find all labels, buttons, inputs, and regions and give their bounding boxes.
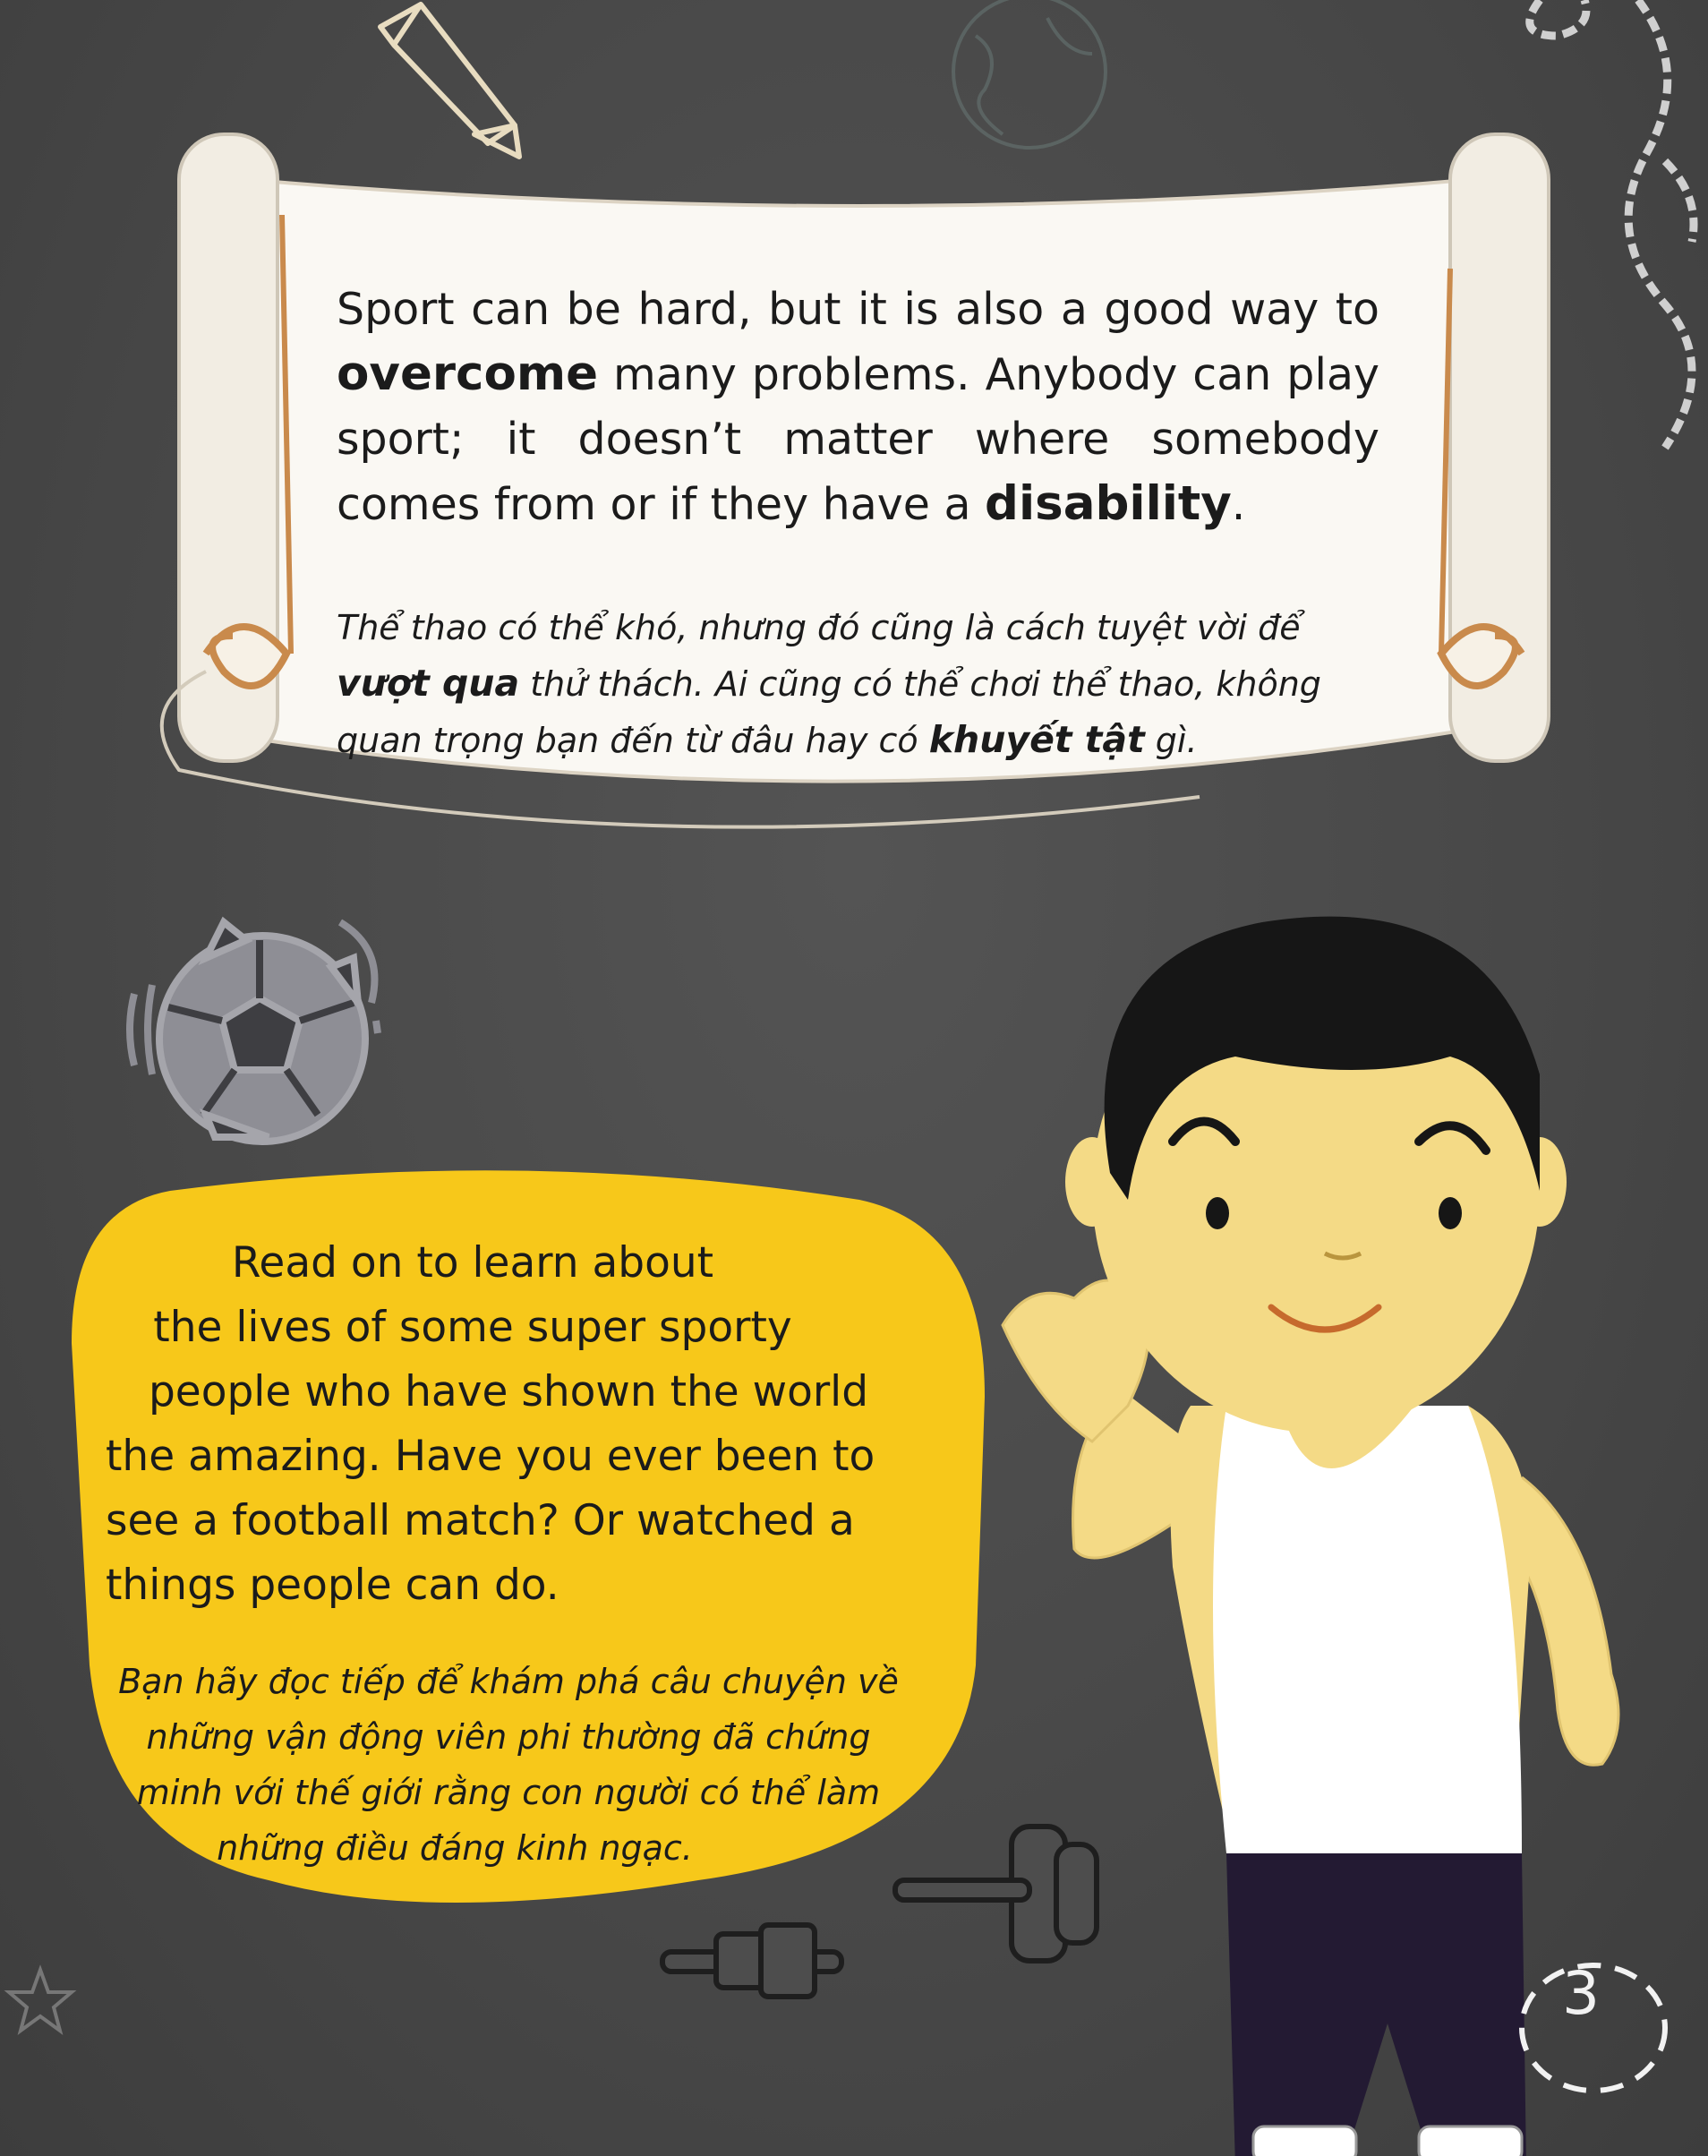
boy-right-eye: [1439, 1197, 1462, 1229]
boy-tank-top: [1213, 1406, 1522, 1853]
intro-vietnamese: [337, 600, 1379, 768]
boy-left-shoe: [1253, 2126, 1356, 2156]
intro-vi-keyword-khuyet-tat: khuyết tật: [928, 718, 1145, 761]
intro-en-part2: many problems. Anybody can play sport; it doesn’t matter where somebody comes from or if they have a: [337, 349, 1379, 530]
boy-left-eye: [1206, 1197, 1229, 1229]
bubble-en-line: things people can do.: [106, 1561, 559, 1610]
intro-en-keyword-overcome: overcome: [337, 346, 599, 401]
intro-vi-keyword-vuot-qua: vượt qua: [337, 662, 520, 705]
bubble-vi-line: Bạn hãy đọc tiếp để khám phá câu chuyện về: [118, 1662, 899, 1701]
bubble-english: [106, 1231, 911, 1618]
bubble-vi-line: những điều đáng kinh ngạc.: [217, 1828, 693, 1868]
intro-en-keyword-disability: disability: [985, 476, 1232, 531]
bubble-en-line: the amazing. Have you ever been to: [106, 1432, 875, 1481]
bubble-vi-line: minh với thế giới rằng con người có thể làm: [136, 1773, 881, 1812]
bubble-en-line: see a football match? Or watched a: [106, 1496, 855, 1545]
bubble-en-line: the lives of some super sporty: [153, 1303, 792, 1352]
intro-vi-part2: thử thách. Ai cũng có thể chơi thể thao, không quan trọng bạn đến từ đâu hay có: [337, 664, 1321, 760]
intro-en-part3: .: [1231, 479, 1246, 530]
bubble-en-line: people who have shown the world: [148, 1367, 869, 1416]
star-icon: [9, 1970, 72, 2031]
bubble-en-line: Read on to learn about: [231, 1238, 714, 1288]
intro-vi-part1: Thể thao có thể khó, nhưng đó cũng là cách tuyệt vời để: [337, 608, 1301, 647]
intro-english: [337, 278, 1379, 537]
page-number: 3: [1562, 1959, 1600, 2028]
bubble-vi-line: những vận động viên phi thường đã chứng: [146, 1717, 871, 1757]
boy-pants: [1226, 1853, 1526, 2156]
bubble-text: [106, 1231, 911, 1876]
intro-vi-part3: gì.: [1155, 721, 1198, 760]
intro-en-part1: Sport can be hard, but it is also a good way to: [337, 284, 1379, 335]
intro-text: [337, 278, 1379, 768]
soccer-ball-icon: [130, 922, 378, 1142]
boy-right-shoe: [1419, 2126, 1522, 2156]
bubble-vietnamese: [106, 1654, 911, 1876]
